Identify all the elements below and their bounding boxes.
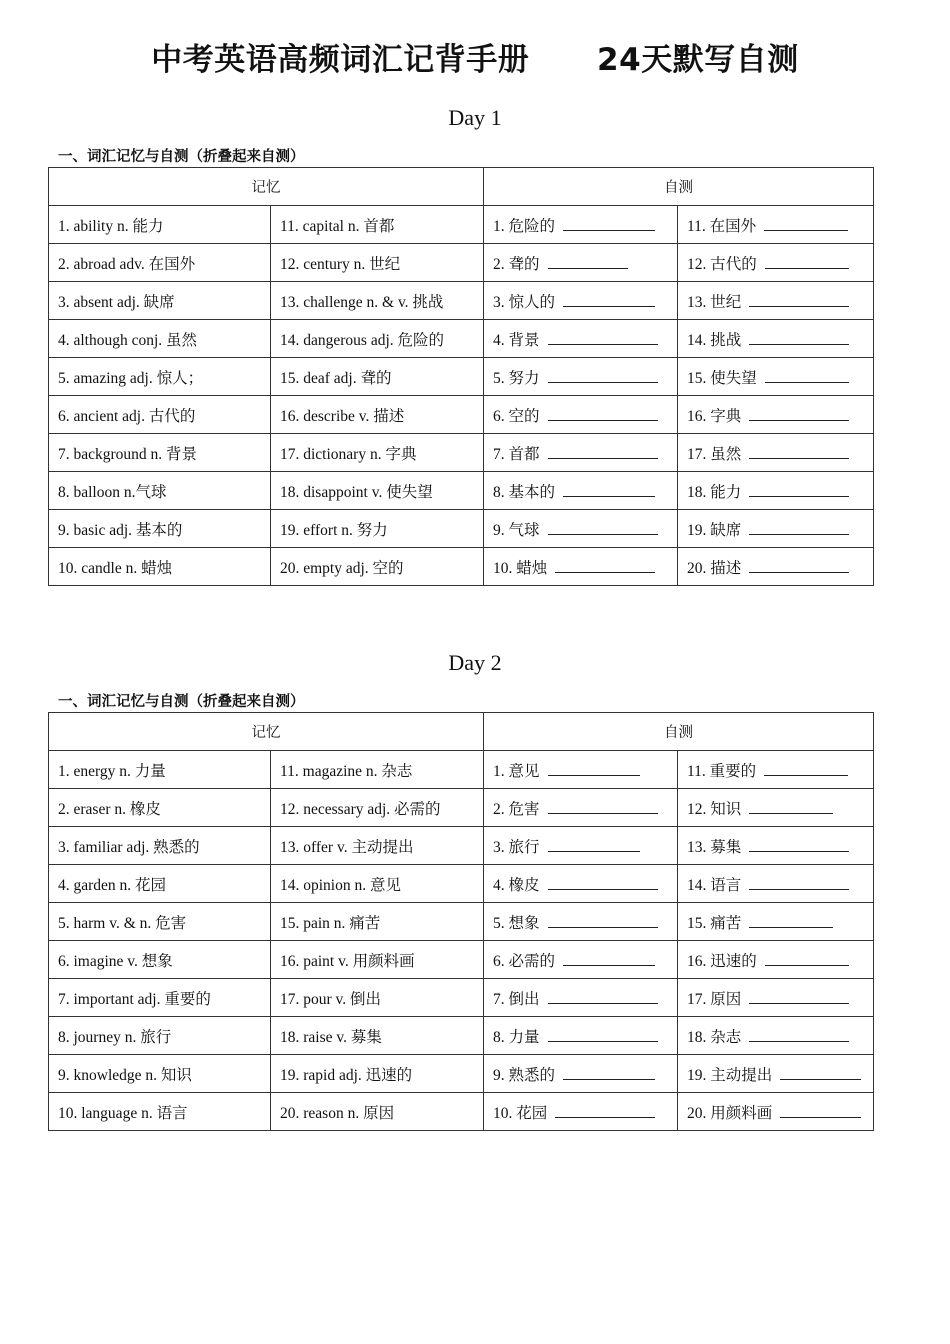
vocab-entry: 16. paint v. 用颜料画 <box>280 952 415 970</box>
memory-entry-cell <box>271 434 484 472</box>
memory-entry-cell <box>49 472 271 510</box>
answer-blank-line[interactable] <box>548 419 658 421</box>
self-test-cell <box>484 282 678 320</box>
answer-blank-line[interactable] <box>548 343 658 345</box>
self-test-prompt: 13. 世纪 <box>687 293 742 311</box>
self-test-prompt: 7. 首都 <box>493 445 540 463</box>
memory-entry-cell <box>49 789 271 827</box>
memory-entry-cell <box>49 396 271 434</box>
memory-entry-cell <box>271 1093 484 1131</box>
vocab-entry: 2. abroad adv. 在国外 <box>58 255 196 273</box>
self-test-prompt: 11. 重要的 <box>687 762 757 780</box>
self-test-prompt: 3. 旅行 <box>493 838 540 856</box>
page-title: 中考英语高频词汇记背手册 24天默写自测 <box>151 42 799 78</box>
self-test-cell <box>678 320 874 358</box>
self-test-prompt: 2. 聋的 <box>493 255 540 273</box>
answer-blank-line[interactable] <box>555 571 655 573</box>
memory-entry-cell <box>49 1093 271 1131</box>
vocab-entry: 9. knowledge n. 知识 <box>58 1066 192 1084</box>
self-test-cell <box>484 789 678 827</box>
self-test-prompt: 1. 危险的 <box>493 217 556 235</box>
self-test-prompt: 20. 用颜料画 <box>687 1104 773 1122</box>
self-test-cell <box>678 244 874 282</box>
answer-blank-line[interactable] <box>764 229 848 231</box>
table-row <box>49 358 874 396</box>
answer-blank-line[interactable] <box>563 305 655 307</box>
self-test-cell <box>484 510 678 548</box>
self-test-cell <box>678 941 874 979</box>
self-test-cell <box>678 434 874 472</box>
vocab-entry: 14. dangerous adj. 危险的 <box>280 331 445 349</box>
answer-blank-line[interactable] <box>563 495 655 497</box>
self-test-column-header: 自测 <box>484 168 874 206</box>
table-row <box>49 1055 874 1093</box>
self-test-prompt: 17. 虽然 <box>687 445 742 463</box>
self-test-cell <box>678 1055 874 1093</box>
vocab-entry: 11. magazine n. 杂志 <box>280 762 413 780</box>
self-test-prompt: 17. 原因 <box>687 990 742 1008</box>
self-test-prompt: 20. 描述 <box>687 559 742 577</box>
table-row <box>49 827 874 865</box>
self-test-prompt: 8. 基本的 <box>493 483 556 501</box>
table-row <box>49 472 874 510</box>
self-test-prompt: 16. 字典 <box>687 407 742 425</box>
self-test-cell <box>678 472 874 510</box>
self-test-cell <box>484 396 678 434</box>
table-row <box>49 903 874 941</box>
answer-blank-line[interactable] <box>548 850 640 852</box>
memory-entry-cell <box>49 320 271 358</box>
table-row <box>49 510 874 548</box>
memory-entry-cell <box>271 941 484 979</box>
vocab-entry: 13. challenge n. & v. 挑战 <box>280 293 444 311</box>
self-test-prompt: 2. 危害 <box>493 800 540 818</box>
memory-entry-cell <box>49 979 271 1017</box>
vocab-entry: 15. pain n. 痛苦 <box>280 914 381 932</box>
vocab-entry: 1. energy n. 力量 <box>58 762 166 780</box>
table-row <box>49 979 874 1017</box>
self-test-prompt: 19. 缺席 <box>687 521 742 539</box>
answer-blank-line[interactable] <box>563 1078 655 1080</box>
memory-column-header: 记忆 <box>49 168 484 206</box>
answer-blank-line[interactable] <box>764 774 848 776</box>
answer-blank-line[interactable] <box>749 926 833 928</box>
table-row <box>49 1093 874 1131</box>
vocab-entry: 8. journey n. 旅行 <box>58 1028 172 1046</box>
vocab-entry: 19. rapid adj. 迅速的 <box>280 1066 413 1084</box>
memory-entry-cell <box>271 979 484 1017</box>
day-heading: Day 1 <box>448 105 502 130</box>
self-test-prompt: 5. 努力 <box>493 369 540 387</box>
self-test-cell <box>484 1055 678 1093</box>
vocab-entry: 13. offer v. 主动提出 <box>280 838 414 856</box>
self-test-cell <box>484 979 678 1017</box>
memory-entry-cell <box>49 1055 271 1093</box>
answer-blank-line[interactable] <box>765 267 849 269</box>
memory-entry-cell <box>271 903 484 941</box>
answer-blank-line[interactable] <box>563 229 655 231</box>
vocab-entry: 11. capital n. 首都 <box>280 217 395 235</box>
table-row <box>49 548 874 586</box>
vocab-entry: 18. disappoint v. 使失望 <box>280 483 433 501</box>
answer-blank-line[interactable] <box>749 495 849 497</box>
self-test-prompt: 6. 必需的 <box>493 952 556 970</box>
memory-entry-cell <box>49 865 271 903</box>
self-test-cell <box>678 789 874 827</box>
self-test-prompt: 7. 倒出 <box>493 990 540 1008</box>
self-test-prompt: 9. 熟悉的 <box>493 1066 556 1084</box>
self-test-prompt: 12. 知识 <box>687 800 742 818</box>
table-row <box>49 865 874 903</box>
answer-blank-line[interactable] <box>548 888 658 890</box>
self-test-prompt: 12. 古代的 <box>687 255 757 273</box>
answer-blank-line[interactable] <box>548 812 658 814</box>
vocab-entry: 12. century n. 世纪 <box>280 255 401 273</box>
vocab-table <box>48 712 874 1131</box>
section-heading: 一、词汇记忆与自测（折叠起来自测） <box>58 149 305 165</box>
vocab-entry: 6. ancient adj. 古代的 <box>58 407 196 425</box>
answer-blank-line[interactable] <box>749 305 849 307</box>
vocab-table <box>48 167 874 586</box>
self-test-cell <box>484 865 678 903</box>
answer-blank-line[interactable] <box>548 926 658 928</box>
vocab-entry: 10. candle n. 蜡烛 <box>58 559 173 577</box>
self-test-prompt: 6. 空的 <box>493 407 540 425</box>
memory-entry-cell <box>271 244 484 282</box>
answer-blank-line[interactable] <box>749 533 849 535</box>
table-row <box>49 396 874 434</box>
memory-entry-cell <box>49 206 271 244</box>
vocab-entry: 5. harm v. & n. 危害 <box>58 914 187 932</box>
memory-entry-cell <box>271 320 484 358</box>
table-row <box>49 751 874 789</box>
memory-entry-cell <box>271 1017 484 1055</box>
self-test-cell <box>484 244 678 282</box>
self-test-cell <box>484 1017 678 1055</box>
self-test-cell <box>678 1017 874 1055</box>
memory-entry-cell <box>271 548 484 586</box>
self-test-prompt: 14. 挑战 <box>687 331 742 349</box>
self-test-prompt: 11. 在国外 <box>687 217 757 235</box>
self-test-cell <box>484 751 678 789</box>
self-test-cell <box>678 282 874 320</box>
memory-entry-cell <box>49 510 271 548</box>
table-row <box>49 282 874 320</box>
answer-blank-line[interactable] <box>749 1002 849 1004</box>
self-test-prompt: 9. 气球 <box>493 521 540 539</box>
memory-entry-cell <box>271 282 484 320</box>
answer-blank-line[interactable] <box>548 533 658 535</box>
self-test-cell <box>678 510 874 548</box>
self-test-cell <box>678 979 874 1017</box>
memory-entry-cell <box>271 396 484 434</box>
self-test-cell <box>678 751 874 789</box>
vocab-entry: 3. absent adj. 缺席 <box>58 293 175 311</box>
memory-entry-cell <box>271 789 484 827</box>
vocab-entry: 14. opinion n. 意见 <box>280 876 401 894</box>
vocab-entry: 18. raise v. 募集 <box>280 1028 382 1046</box>
self-test-prompt: 8. 力量 <box>493 1028 540 1046</box>
memory-entry-cell <box>49 941 271 979</box>
memory-column-header: 记忆 <box>49 713 484 751</box>
self-test-prompt: 18. 能力 <box>687 483 742 501</box>
self-test-cell <box>484 1093 678 1131</box>
self-test-cell <box>678 358 874 396</box>
memory-entry-cell <box>49 434 271 472</box>
self-test-column-header: 自测 <box>484 713 874 751</box>
memory-entry-cell <box>271 358 484 396</box>
answer-blank-line[interactable] <box>555 1116 655 1118</box>
self-test-prompt: 10. 蜡烛 <box>493 559 548 577</box>
memory-entry-cell <box>49 903 271 941</box>
self-test-cell <box>678 865 874 903</box>
memory-entry-cell <box>49 1017 271 1055</box>
self-test-cell <box>484 358 678 396</box>
answer-blank-line[interactable] <box>548 457 658 459</box>
table-row <box>49 206 874 244</box>
memory-entry-cell <box>271 827 484 865</box>
vocab-entry: 16. describe v. 描述 <box>280 407 405 425</box>
vocab-entry: 3. familiar adj. 熟悉的 <box>58 838 200 856</box>
section-heading: 一、词汇记忆与自测（折叠起来自测） <box>58 694 305 710</box>
self-test-cell <box>678 548 874 586</box>
memory-entry-cell <box>49 282 271 320</box>
memory-entry-cell <box>271 510 484 548</box>
vocab-entry: 2. eraser n. 橡皮 <box>58 800 161 818</box>
self-test-cell <box>678 903 874 941</box>
memory-entry-cell <box>49 358 271 396</box>
self-test-cell <box>484 320 678 358</box>
table-row <box>49 434 874 472</box>
answer-blank-line[interactable] <box>548 267 628 269</box>
self-test-prompt: 3. 惊人的 <box>493 293 556 311</box>
self-test-prompt: 1. 意见 <box>493 762 540 780</box>
self-test-prompt: 4. 橡皮 <box>493 876 540 894</box>
answer-blank-line[interactable] <box>765 964 849 966</box>
self-test-prompt: 5. 想象 <box>493 914 540 932</box>
self-test-prompt: 19. 主动提出 <box>687 1066 773 1084</box>
self-test-cell <box>678 396 874 434</box>
vocab-entry: 7. background n. 背景 <box>58 445 198 463</box>
vocab-entry: 9. basic adj. 基本的 <box>58 521 183 539</box>
self-test-cell <box>484 903 678 941</box>
answer-blank-line[interactable] <box>749 571 849 573</box>
memory-entry-cell <box>271 206 484 244</box>
answer-blank-line[interactable] <box>749 850 849 852</box>
vocab-entry: 1. ability n. 能力 <box>58 217 164 235</box>
memory-entry-cell <box>271 865 484 903</box>
memory-entry-cell <box>271 751 484 789</box>
self-test-cell <box>484 206 678 244</box>
self-test-cell <box>678 827 874 865</box>
vocab-entry: 20. reason n. 原因 <box>280 1104 395 1122</box>
vocab-entry: 20. empty adj. 空的 <box>280 559 404 577</box>
answer-blank-line[interactable] <box>548 381 658 383</box>
vocab-entry: 5. amazing adj. 惊人； <box>58 369 204 387</box>
self-test-prompt: 14. 语言 <box>687 876 742 894</box>
self-test-cell <box>484 472 678 510</box>
answer-blank-line[interactable] <box>548 1002 658 1004</box>
answer-blank-line[interactable] <box>548 774 640 776</box>
vocab-entry: 4. garden n. 花园 <box>58 876 167 894</box>
table-row <box>49 320 874 358</box>
vocab-entry: 15. deaf adj. 聋的 <box>280 369 392 387</box>
self-test-cell <box>678 1093 874 1131</box>
vocab-entry: 7. important adj. 重要的 <box>58 990 211 1008</box>
memory-entry-cell <box>49 244 271 282</box>
answer-blank-line[interactable] <box>749 419 849 421</box>
self-test-cell <box>484 548 678 586</box>
self-test-prompt: 4. 背景 <box>493 331 540 349</box>
self-test-prompt: 16. 迅速的 <box>687 952 757 970</box>
self-test-cell <box>484 827 678 865</box>
answer-blank-line[interactable] <box>563 964 655 966</box>
memory-entry-cell <box>49 548 271 586</box>
answer-blank-line[interactable] <box>780 1116 861 1118</box>
self-test-prompt: 13. 募集 <box>687 838 742 856</box>
vocab-entry: 8. balloon n.气球 <box>58 483 167 501</box>
self-test-cell <box>484 941 678 979</box>
table-row <box>49 789 874 827</box>
vocab-entry: 10. language n. 语言 <box>58 1104 188 1122</box>
memory-entry-cell <box>271 472 484 510</box>
memory-entry-cell <box>271 1055 484 1093</box>
self-test-prompt: 15. 痛苦 <box>687 914 742 932</box>
answer-blank-line[interactable] <box>749 457 849 459</box>
answer-blank-line[interactable] <box>749 343 849 345</box>
self-test-prompt: 15. 使失望 <box>687 369 757 387</box>
vocab-entry: 17. pour v. 倒出 <box>280 990 382 1008</box>
self-test-prompt: 10. 花园 <box>493 1104 548 1122</box>
answer-blank-line[interactable] <box>749 888 849 890</box>
vocab-entry: 4. although conj. 虽然 <box>58 331 198 349</box>
self-test-prompt: 18. 杂志 <box>687 1028 742 1046</box>
table-row <box>49 244 874 282</box>
self-test-cell <box>678 206 874 244</box>
answer-blank-line[interactable] <box>765 381 849 383</box>
day-heading: Day 2 <box>448 650 502 675</box>
memory-entry-cell <box>49 827 271 865</box>
answer-blank-line[interactable] <box>749 812 833 814</box>
vocab-entry: 12. necessary adj. 必需的 <box>280 800 441 818</box>
table-row <box>49 941 874 979</box>
table-row <box>49 1017 874 1055</box>
vocab-entry: 19. effort n. 努力 <box>280 521 388 539</box>
self-test-cell <box>484 434 678 472</box>
vocab-entry: 6. imagine v. 想象 <box>58 952 173 970</box>
vocab-entry: 17. dictionary n. 字典 <box>280 445 417 463</box>
answer-blank-line[interactable] <box>749 1040 849 1042</box>
answer-blank-line[interactable] <box>548 1040 658 1042</box>
memory-entry-cell <box>49 751 271 789</box>
answer-blank-line[interactable] <box>780 1078 861 1080</box>
